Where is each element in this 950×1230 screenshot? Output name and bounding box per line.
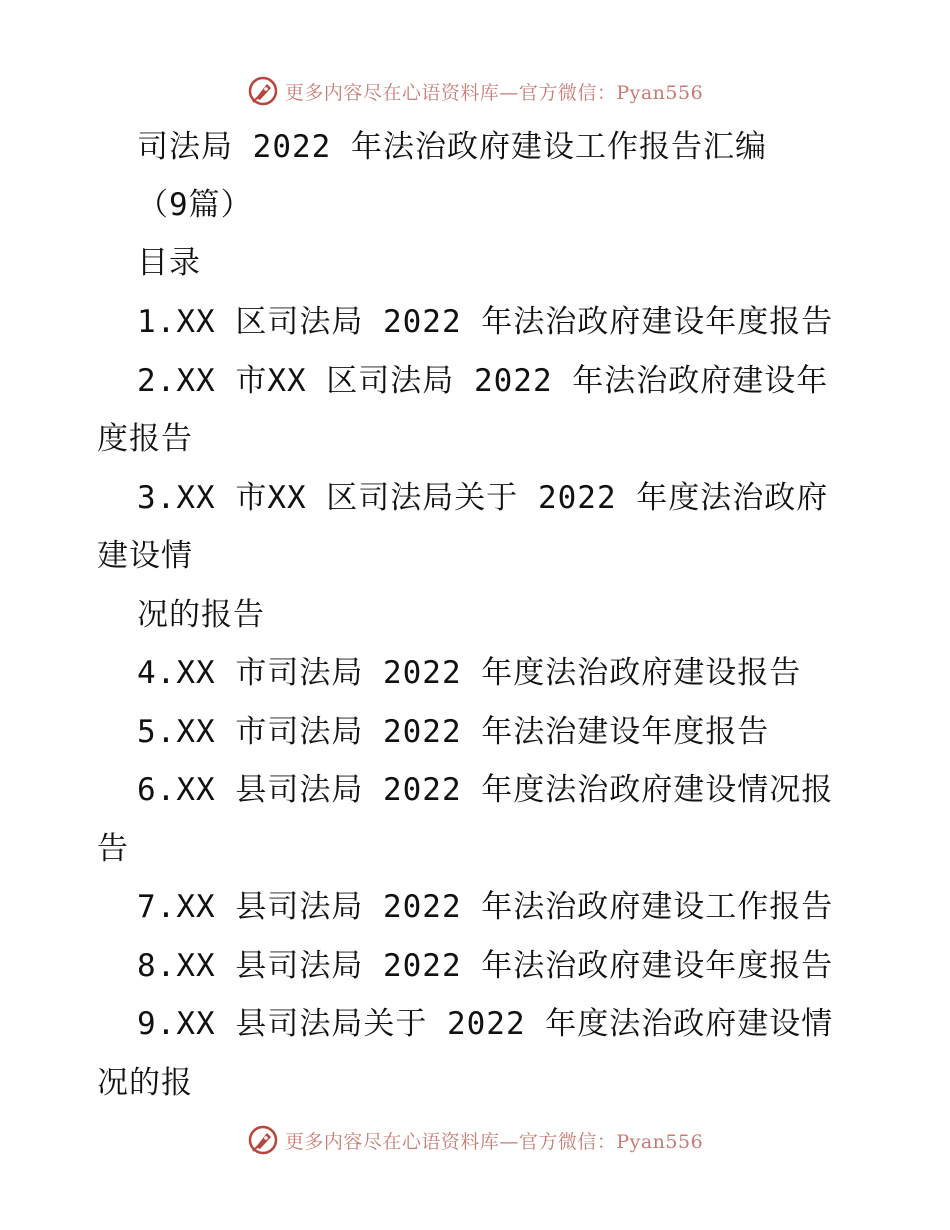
- toc-item-9: 9.XX 县司法局关于 2022 年度法治政府建设情: [137, 1006, 834, 1042]
- toc-item-7: 7.XX 县司法局 2022 年法治政府建设工作报告: [137, 889, 834, 925]
- toc-item-3: 3.XX 市XX 区司法局关于 2022 年度法治政府: [137, 480, 829, 516]
- toc-item-4: 4.XX 市司法局 2022 年度法治政府建设报告: [137, 655, 802, 691]
- footer-banner-text: 更多内容尽在心语资料库—官方微信：Pyan556: [284, 1130, 704, 1153]
- toc-item-5: 5.XX 市司法局 2022 年法治建设年度报告: [137, 714, 770, 750]
- pen-nib-circle-icon: [247, 1124, 279, 1156]
- header-banner: [0, 71, 950, 111]
- doc-title-line-1: 司法局 2022 年法治政府建设工作报告汇编: [137, 129, 767, 165]
- toc-item-9-cont: 况的报: [97, 1065, 193, 1101]
- toc-heading: 目录: [137, 245, 201, 281]
- toc-item-2: 2.XX 市XX 区司法局 2022 年法治政府建设年: [137, 363, 829, 399]
- toc-item-6: 6.XX 县司法局 2022 年度法治政府建设情况报: [137, 772, 834, 808]
- toc-item-2-cont: 度报告: [97, 421, 193, 457]
- toc-item-8: 8.XX 县司法局 2022 年法治政府建设年度报告: [137, 948, 834, 984]
- toc-item-6-cont: 告: [97, 831, 129, 867]
- footer-banner: [0, 1120, 950, 1160]
- toc-item-1: 1.XX 区司法局 2022 年法治政府建设年度报告: [137, 304, 834, 340]
- toc-item-3-cont-2: 况的报告: [137, 597, 265, 633]
- header-banner-text: 更多内容尽在心语资料库—官方微信：Pyan556: [284, 81, 704, 104]
- pen-nib-circle-icon: [247, 75, 279, 107]
- toc-item-3-cont: 建设情: [97, 538, 193, 574]
- doc-title-line-2: （9篇）: [137, 187, 253, 223]
